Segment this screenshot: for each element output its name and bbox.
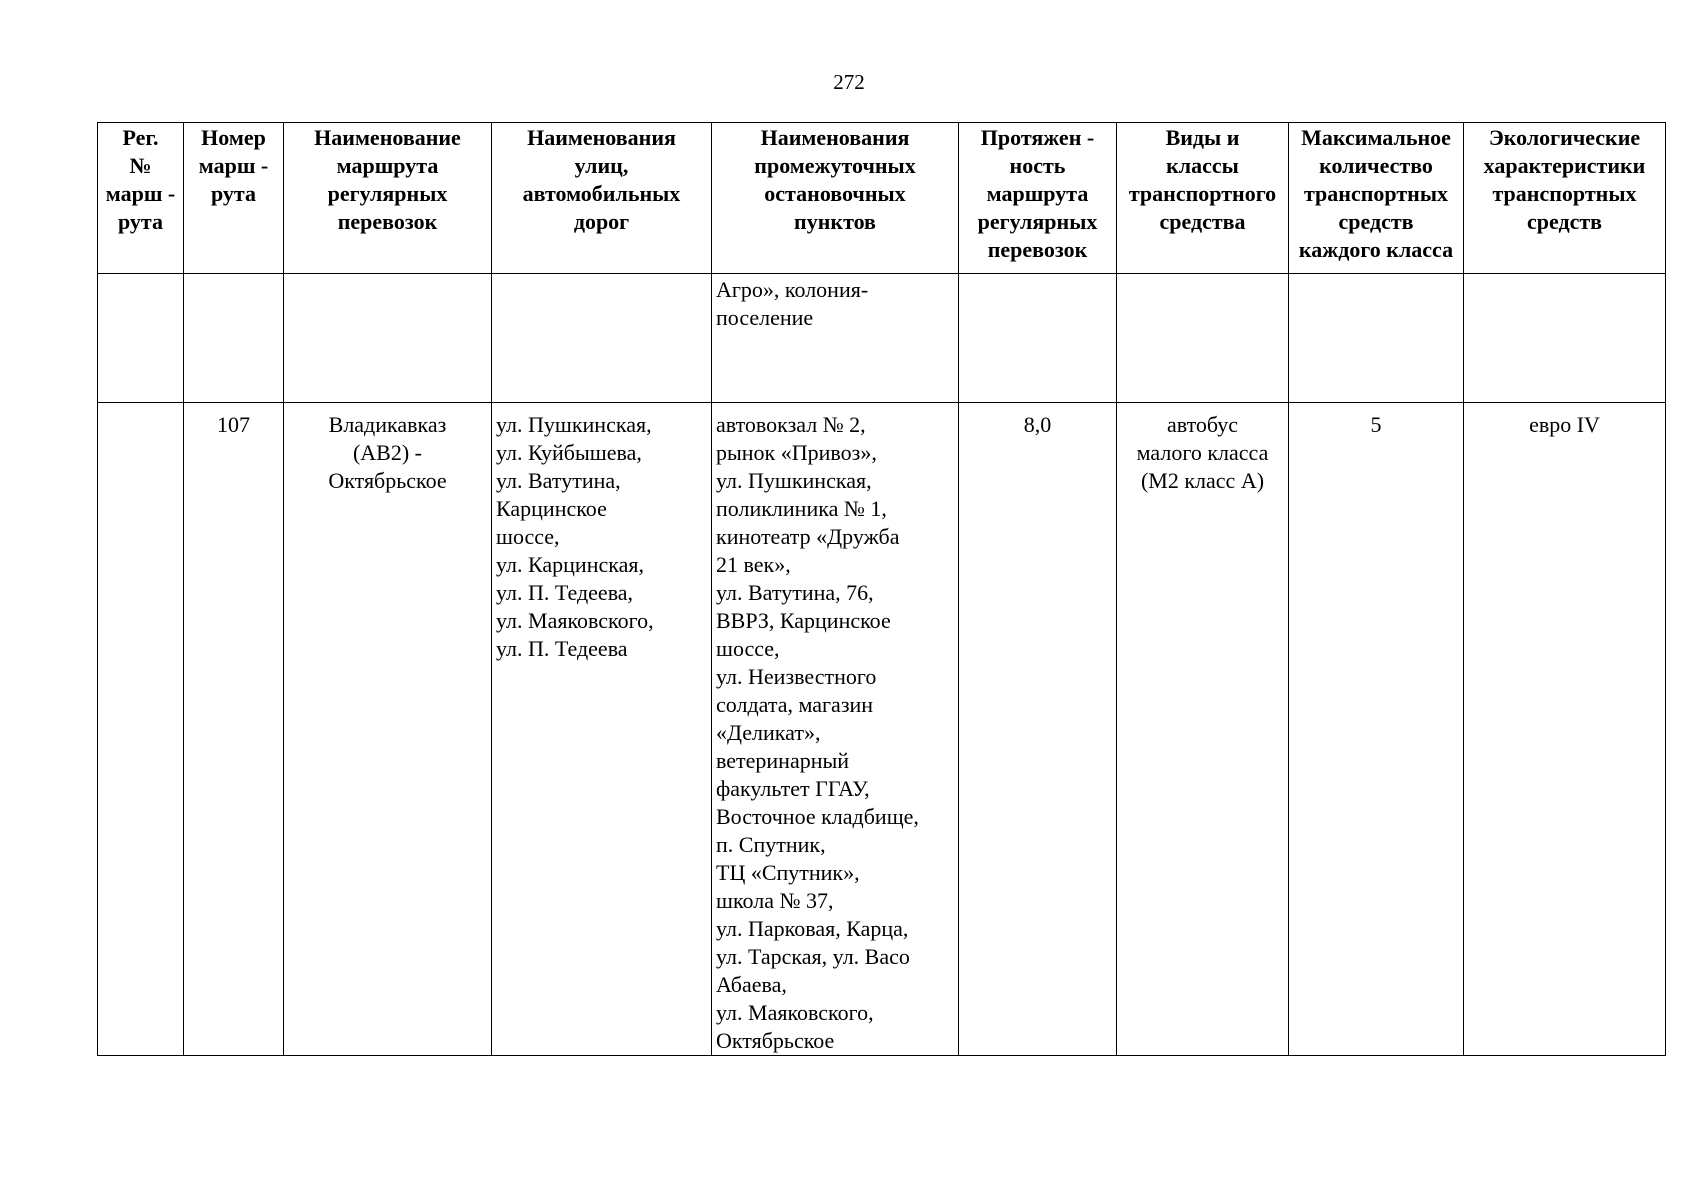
cell-line: маршрута — [336, 153, 439, 178]
cell-line: дорог — [573, 209, 630, 234]
cell-line: Восточное кладбище, — [716, 804, 919, 829]
cell-line: ул. Ватутина, — [496, 468, 621, 493]
cell-line: Экологические — [1488, 125, 1641, 150]
cell-line: п. Спутник, — [716, 832, 826, 857]
cell-line: характеристики — [1483, 153, 1646, 178]
cell-line: Максимальное — [1301, 125, 1451, 150]
cell-line: Октябрьское — [328, 468, 447, 493]
cell-line: автомобильных — [522, 181, 681, 206]
cell-line: рута — [210, 181, 257, 206]
cell-route-name — [284, 274, 492, 403]
cell-stops — [712, 274, 959, 403]
cell-reg-no — [98, 274, 184, 403]
header-route-name — [284, 123, 492, 274]
page-number: 272 — [833, 70, 865, 94]
cell-line: поселение — [716, 305, 814, 330]
table-row — [98, 274, 1666, 403]
cell-line: ул. П. Тедеева — [496, 636, 628, 661]
cell-line: ул. Ватутина, 76, — [716, 580, 874, 605]
cell-line: Рег. — [122, 125, 159, 150]
cell-line: перевозок — [987, 237, 1088, 262]
cell-line: количество — [1319, 153, 1433, 178]
routes-table — [97, 122, 1666, 1056]
cell-line: ул. Куйбышева, — [496, 440, 642, 465]
cell-line: (М2 класс А) — [1140, 468, 1265, 493]
cell-line: ул. П. Тедеева, — [496, 580, 634, 605]
cell-line: солдата, магазин — [716, 692, 874, 717]
cell-line: Наименование — [314, 125, 461, 150]
cell-vehicle-class — [1117, 403, 1289, 1056]
cell-line: № — [129, 153, 152, 178]
header-vehicle-class — [1117, 123, 1289, 274]
cell-line: автобус — [1166, 412, 1239, 437]
cell-route-no: 107 — [184, 403, 284, 1056]
header-route-no — [184, 123, 284, 274]
cell-line: «Деликат», — [716, 720, 821, 745]
cell-line: Владикавказ — [328, 412, 447, 437]
cell-line: рута — [117, 209, 164, 234]
cell-line: поликлиника № 1, — [716, 496, 887, 521]
header-row — [98, 123, 1666, 274]
cell-line: Виды и — [1165, 125, 1240, 150]
cell-line: шоссе, — [716, 636, 780, 661]
cell-line: каждого класса — [1298, 237, 1454, 262]
cell-line: улиц, — [574, 153, 629, 178]
cell-line: ул. Карцинская, — [496, 552, 644, 577]
cell-line: 21 век», — [716, 552, 791, 577]
header-reg-no — [98, 123, 184, 274]
cell-line: ность — [1009, 153, 1066, 178]
cell-line: Карцинское — [496, 496, 607, 521]
cell-line: факультет ГГАУ, — [716, 776, 870, 801]
cell-line: Абаева, — [716, 972, 787, 997]
cell-line: Протяжен - — [980, 125, 1095, 150]
cell-line: средств — [1338, 209, 1414, 234]
cell-line: ул. Неизвестного — [716, 664, 877, 689]
cell-line: ул. Пушкинская, — [716, 468, 872, 493]
header-eco — [1464, 123, 1666, 274]
cell-line: транспортных — [1303, 181, 1449, 206]
cell-line: средства — [1159, 209, 1246, 234]
cell-line: пунктов — [794, 209, 876, 234]
cell-line: классы — [1166, 153, 1239, 178]
cell-line: промежуточных — [754, 153, 916, 178]
cell-reg-no — [98, 403, 184, 1056]
cell-route-name — [284, 403, 492, 1056]
table-row — [98, 403, 1666, 1056]
cell-line: Агро», колония- — [716, 277, 869, 302]
cell-streets — [492, 274, 712, 403]
cell-line: перевозок — [337, 209, 438, 234]
cell-max-count: 5 — [1289, 403, 1464, 1056]
cell-line: Наименования — [527, 125, 676, 150]
cell-line: ветеринарный — [716, 748, 850, 773]
header-stops — [712, 123, 959, 274]
cell-line: ТЦ «Спутник», — [716, 860, 860, 885]
cell-line: школа № 37, — [716, 888, 834, 913]
cell-line: Наименования — [760, 125, 910, 150]
cell-length — [959, 274, 1117, 403]
cell-line: кинотеатр «Дружба — [716, 524, 900, 549]
cell-line: регулярных — [327, 181, 448, 206]
cell-stops — [712, 403, 959, 1056]
cell-line: остановочных — [764, 181, 906, 206]
cell-line: марш - — [198, 153, 269, 178]
cell-line: (АВ2) - — [352, 440, 423, 465]
cell-vehicle-class — [1117, 274, 1289, 403]
cell-length: 8,0 — [959, 403, 1117, 1056]
cell-line: маршрута — [986, 181, 1089, 206]
header-max-count — [1289, 123, 1464, 274]
cell-line: транспортного — [1128, 181, 1277, 206]
cell-line: ул. Маяковского, — [496, 608, 654, 633]
cell-line: автовокзал № 2, — [716, 412, 866, 437]
cell-line: ул. Парковая, Карца, — [716, 916, 909, 941]
cell-eco: евро IV — [1464, 403, 1666, 1056]
header-streets — [492, 123, 712, 274]
cell-line: ВВРЗ, Карцинское — [716, 608, 891, 633]
cell-streets — [492, 403, 712, 1056]
cell-route-no — [184, 274, 284, 403]
cell-line: ул. Пушкинская, — [496, 412, 652, 437]
header-length — [959, 123, 1117, 274]
cell-max-count — [1289, 274, 1464, 403]
cell-line: ул. Тарская, ул. Васо — [716, 944, 910, 969]
cell-line: транспортных — [1492, 181, 1637, 206]
cell-eco — [1464, 274, 1666, 403]
cell-line: Октябрьское — [716, 1028, 835, 1053]
cell-line: Номер — [201, 125, 266, 150]
cell-line: марш - — [105, 181, 176, 206]
cell-line: рынок «Привоз», — [716, 440, 877, 465]
cell-line: средств — [1526, 209, 1603, 234]
cell-line: шоссе, — [496, 524, 560, 549]
cell-line: ул. Маяковского, — [716, 1000, 874, 1025]
cell-line: малого класса — [1136, 440, 1269, 465]
cell-line: регулярных — [977, 209, 1098, 234]
